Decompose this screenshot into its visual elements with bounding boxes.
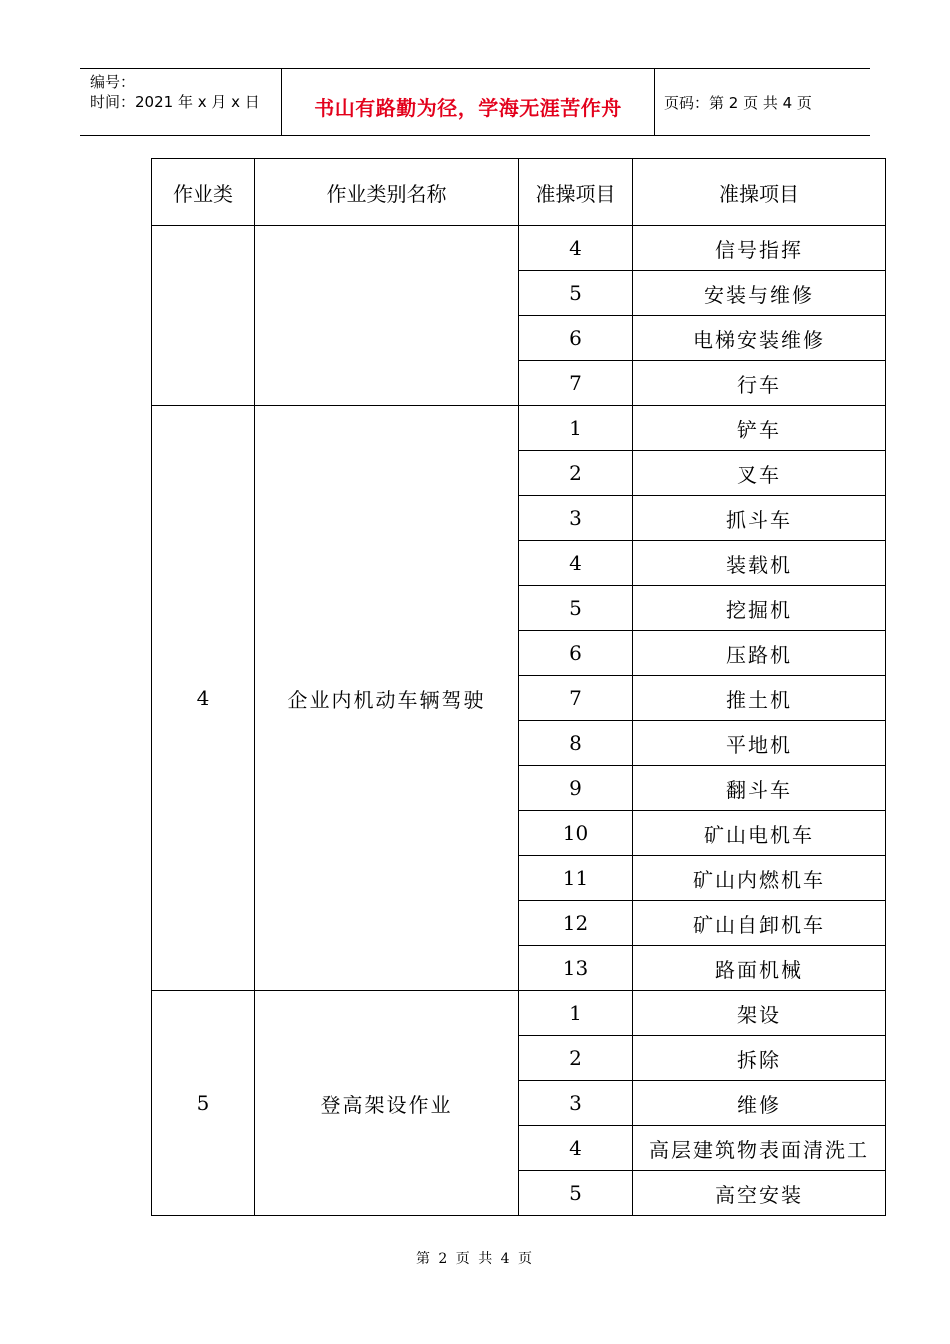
project-cell: 推土机: [633, 676, 886, 721]
header-project-no: 准操项目: [519, 159, 633, 226]
project-cell: 安装与维修: [633, 271, 886, 316]
project-no-cell: 9: [519, 766, 633, 811]
header-category-name: 作业类别名称: [255, 159, 519, 226]
header-category: 作业类: [152, 159, 255, 226]
header-divider: [281, 68, 282, 135]
project-no-cell: 13: [519, 946, 633, 991]
project-cell: 拆除: [633, 1036, 886, 1081]
project-no-cell: 11: [519, 856, 633, 901]
category-name-cell: 登高架设作业: [255, 991, 519, 1216]
project-cell: 行车: [633, 361, 886, 406]
page-footer: 第 2 页 共 4 页: [415, 1251, 535, 1267]
project-no-cell: 4: [519, 1126, 633, 1171]
project-cell: 电梯安装维修: [633, 316, 886, 361]
project-cell: 铲车: [633, 406, 886, 451]
project-no-cell: 3: [519, 1081, 633, 1126]
project-no-cell: 12: [519, 901, 633, 946]
project-no-cell: 10: [519, 811, 633, 856]
table-header-row: [152, 159, 886, 226]
project-no-cell: 5: [519, 271, 633, 316]
project-no-cell: 7: [519, 361, 633, 406]
operation-category-table: [151, 158, 886, 1216]
project-no-cell: 2: [519, 451, 633, 496]
category-name-cell: 企业内机动车辆驾驶: [255, 406, 519, 991]
project-no-cell: 3: [519, 496, 633, 541]
project-no-cell: 1: [519, 406, 633, 451]
table-row: [152, 226, 886, 271]
project-no-cell: 5: [519, 1171, 633, 1216]
project-cell: 叉车: [633, 451, 886, 496]
project-cell: 高空安装: [633, 1171, 886, 1216]
project-no-cell: 8: [519, 721, 633, 766]
table-row: [152, 991, 886, 1036]
project-no-cell: 4: [519, 541, 633, 586]
table-row: [152, 406, 886, 451]
header-divider: [654, 68, 655, 135]
project-cell: 矿山内燃机车: [633, 856, 886, 901]
doc-time-label: 时间：2021 年 x 月 x 日: [90, 93, 260, 111]
doc-number-label: 编号：: [90, 73, 136, 91]
project-cell: 挖掘机: [633, 586, 886, 631]
project-no-cell: 6: [519, 316, 633, 361]
category-cell: 5: [152, 991, 255, 1216]
project-cell: 平地机: [633, 721, 886, 766]
project-no-cell: 5: [519, 586, 633, 631]
header-top-rule: [80, 68, 870, 69]
project-no-cell: 6: [519, 631, 633, 676]
category-cell: 4: [152, 406, 255, 991]
project-cell: 信号指挥: [633, 226, 886, 271]
project-no-cell: 2: [519, 1036, 633, 1081]
project-no-cell: 1: [519, 991, 633, 1036]
category-cell: [152, 226, 255, 406]
project-cell: 压路机: [633, 631, 886, 676]
project-cell: 路面机械: [633, 946, 886, 991]
project-cell: 矿山电机车: [633, 811, 886, 856]
project-cell: 矿山自卸机车: [633, 901, 886, 946]
project-cell: 维修: [633, 1081, 886, 1126]
project-cell: 架设: [633, 991, 886, 1036]
header-bottom-rule: [80, 135, 870, 136]
project-cell: 抓斗车: [633, 496, 886, 541]
project-no-cell: 7: [519, 676, 633, 721]
header-project: 准操项目: [633, 159, 886, 226]
header-motto: 书山有路勤为径，学海无涯苦作舟: [314, 96, 622, 120]
category-name-cell: [255, 226, 519, 406]
header-page-info: 页码：第 2 页 共 4 页: [664, 94, 812, 112]
project-no-cell: 4: [519, 226, 633, 271]
project-cell: 装载机: [633, 541, 886, 586]
project-cell: 翻斗车: [633, 766, 886, 811]
header-left-block: [90, 72, 260, 112]
project-cell: 高层建筑物表面清洗工: [633, 1126, 886, 1171]
